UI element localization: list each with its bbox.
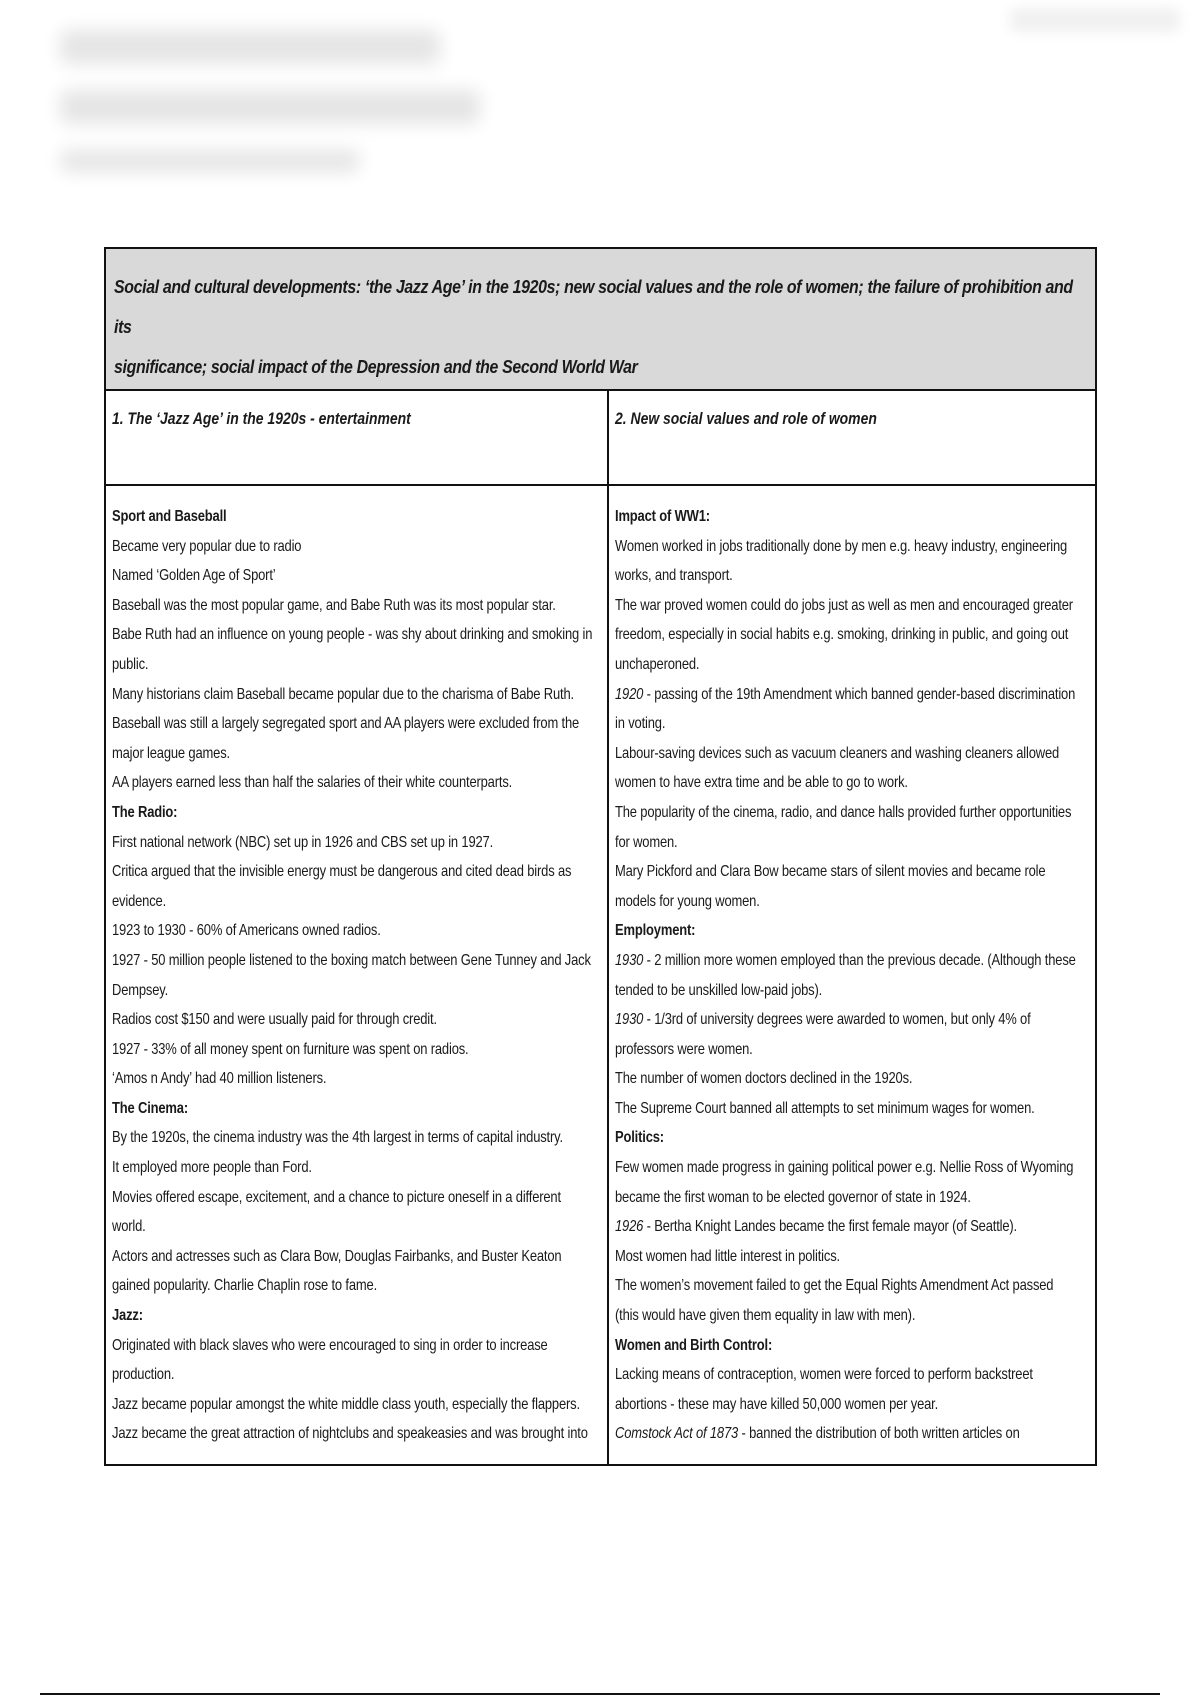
- note-line: The popularity of the cinema, radio, and dance halls provided further opportunities: [615, 803, 1072, 821]
- note-line: evidence.: [112, 892, 167, 910]
- note-line: tended to be unskilled low-paid jobs).: [615, 981, 823, 999]
- note-line: Actors and actresses such as Clara Bow, Douglas Fairbanks, and Buster Keaton: [112, 1247, 562, 1265]
- note-line: Jazz became popular amongst the white middle class youth, especially the flappers.: [112, 1395, 580, 1413]
- note-line: First national network (NBC) set up in 1926 and CBS set up in 1927.: [112, 833, 494, 851]
- note-line: world.: [112, 1218, 146, 1236]
- note-line: public.: [112, 655, 149, 673]
- note-line: Mary Pickford and Clara Bow became stars of silent movies and became role: [615, 863, 1046, 881]
- left-column-title: 1. The ‘Jazz Age’ in the 1920s - entertainment: [112, 409, 411, 428]
- year-label: 1930: [615, 1011, 644, 1029]
- note-line: AA players earned less than half the salaries of their white counterparts.: [112, 774, 513, 792]
- year-label: 1926: [615, 1218, 644, 1236]
- note-line: models for young women.: [615, 892, 760, 910]
- note-line: became the first woman to be elected governor of state in 1924.: [615, 1188, 971, 1206]
- note-line: [615, 1419, 1089, 1449]
- section-heading: Employment:: [615, 922, 696, 940]
- left-content-cell: [106, 486, 609, 1464]
- note-line: It employed more people than Ford.: [112, 1159, 312, 1177]
- footer-divider: [40, 1693, 1160, 1695]
- note-text: - banned the distribution of both written articles on: [738, 1425, 1020, 1443]
- note-line: Jazz became the great attraction of nightclubs and speakeasies and was brought into: [112, 1425, 588, 1443]
- note-line: production.: [112, 1366, 175, 1384]
- note-text: - 2 million more women employed than the previous decade. (Although these: [643, 951, 1076, 969]
- section-heading: The Cinema:: [112, 1099, 189, 1117]
- column-headings-row: [106, 391, 1095, 486]
- note-line: gained popularity. Charlie Chaplin rose to fame.: [112, 1277, 378, 1295]
- note-line: abortions - these may have killed 50,000 women per year.: [615, 1395, 939, 1413]
- section-heading: Impact of WW1:: [615, 508, 710, 525]
- right-column-heading-cell: [609, 391, 1095, 484]
- faded-background-text: [60, 30, 530, 230]
- section-heading: Sport and Baseball: [112, 508, 227, 525]
- jazz-age-notes: [112, 502, 601, 1449]
- note-line: Baseball was the most popular game, and Babe Ruth was its most popular star.: [112, 596, 556, 614]
- note-line: [615, 680, 1089, 710]
- note-line: Baseball was still a largely segregated sport and AA players were excluded from the: [112, 715, 580, 733]
- note-line: The war proved women could do jobs just as well as men and encouraged greater: [615, 596, 1073, 614]
- year-label: 1920: [615, 685, 644, 703]
- note-text: - 1/3rd of university degrees were awarded to women, but only 4% of: [643, 1011, 1031, 1029]
- act-label: Comstock Act of 1873: [615, 1425, 739, 1443]
- note-line: Few women made progress in gaining political power e.g. Nellie Ross of Wyoming: [615, 1159, 1074, 1177]
- note-line: Many historians claim Baseball became popular due to the charisma of Babe Ruth.: [112, 685, 574, 703]
- note-line: The number of women doctors declined in the 1920s.: [615, 1070, 913, 1088]
- note-line: women to have extra time and be able to go to work.: [615, 774, 908, 792]
- faded-corner-mark: [1010, 8, 1180, 32]
- note-line: professors were women.: [615, 1040, 753, 1058]
- note-line: Labour-saving devices such as vacuum cleaners and washing cleaners allowed: [615, 744, 1060, 762]
- note-text: - passing of the 19th Amendment which banned gender-based discrimination: [643, 685, 1076, 703]
- note-line: Dempsey.: [112, 981, 169, 999]
- note-line: Named ‘Golden Age of Sport’: [112, 567, 276, 585]
- section-heading: The Radio:: [112, 803, 178, 821]
- note-text: - Bertha Knight Landes became the first female mayor (of Seattle).: [643, 1218, 1018, 1236]
- note-line: [615, 946, 1089, 976]
- note-line: Radios cost $150 and were usually paid for through credit.: [112, 1011, 437, 1029]
- note-line: By the 1920s, the cinema industry was the 4th largest in terms of capital industry.: [112, 1129, 563, 1147]
- note-line: Became very popular due to radio: [112, 537, 302, 555]
- note-line: unchaperoned.: [615, 655, 700, 673]
- section-heading: Politics:: [615, 1129, 664, 1147]
- year-label: 1930: [615, 951, 644, 969]
- right-content-cell: [609, 486, 1095, 1464]
- note-line: works, and transport.: [615, 567, 733, 585]
- note-line: Most women had little interest in politics.: [615, 1247, 840, 1265]
- note-line: Lacking means of contraception, women were forced to perform backstreet: [615, 1366, 1033, 1384]
- women-notes: [615, 502, 1089, 1449]
- section-heading: Jazz:: [112, 1307, 143, 1325]
- left-column-heading-cell: [106, 391, 609, 484]
- section-heading: Women and Birth Control:: [615, 1336, 773, 1354]
- note-line: in voting.: [615, 715, 666, 733]
- note-line: 1927 - 50 million people listened to the boxing match between Gene Tunney and Jack: [112, 951, 591, 969]
- note-line: ‘Amos n Andy’ had 40 million listeners.: [112, 1070, 327, 1088]
- note-line: Originated with black slaves who were encouraged to sing in order to increase: [112, 1336, 548, 1354]
- note-line: 1927 - 33% of all money spent on furniture was spent on radios.: [112, 1040, 469, 1058]
- note-line: [615, 1212, 1089, 1242]
- notes-table: [104, 247, 1097, 1466]
- note-line: The women’s movement failed to get the Equal Rights Amendment Act passed: [615, 1277, 1054, 1295]
- note-line: Women worked in jobs traditionally done by men e.g. heavy industry, engineering: [615, 537, 1068, 555]
- note-line: 1923 to 1930 - 60% of Americans owned radios.: [112, 922, 381, 940]
- note-line: [615, 1005, 1089, 1035]
- note-line: Babe Ruth had an influence on young people - was shy about drinking and smoking in: [112, 626, 593, 644]
- topic-title-line-2: significance; social impact of the Depression and the Second World War: [114, 356, 638, 377]
- note-line: (this would have given them equality in law with men).: [615, 1307, 916, 1325]
- note-line: freedom, especially in social habits e.g. smoking, drinking in public, and going out: [615, 626, 1069, 644]
- topic-title-line-1: Social and cultural developments: ‘the Jazz Age’ in the 1920s; new social values and the role of women; the failure of prohibition and its: [114, 276, 1073, 337]
- note-line: Movies offered escape, excitement, and a chance to picture oneself in a different: [112, 1188, 561, 1206]
- right-column-title: 2. New social values and role of women: [615, 409, 877, 428]
- topic-header: [106, 249, 1095, 391]
- note-line: The Supreme Court banned all attempts to set minimum wages for women.: [615, 1099, 1035, 1117]
- note-line: Critica argued that the invisible energy must be dangerous and cited dead birds as: [112, 863, 572, 881]
- note-line: major league games.: [112, 744, 230, 762]
- note-line: for women.: [615, 833, 678, 851]
- content-row: [106, 486, 1095, 1464]
